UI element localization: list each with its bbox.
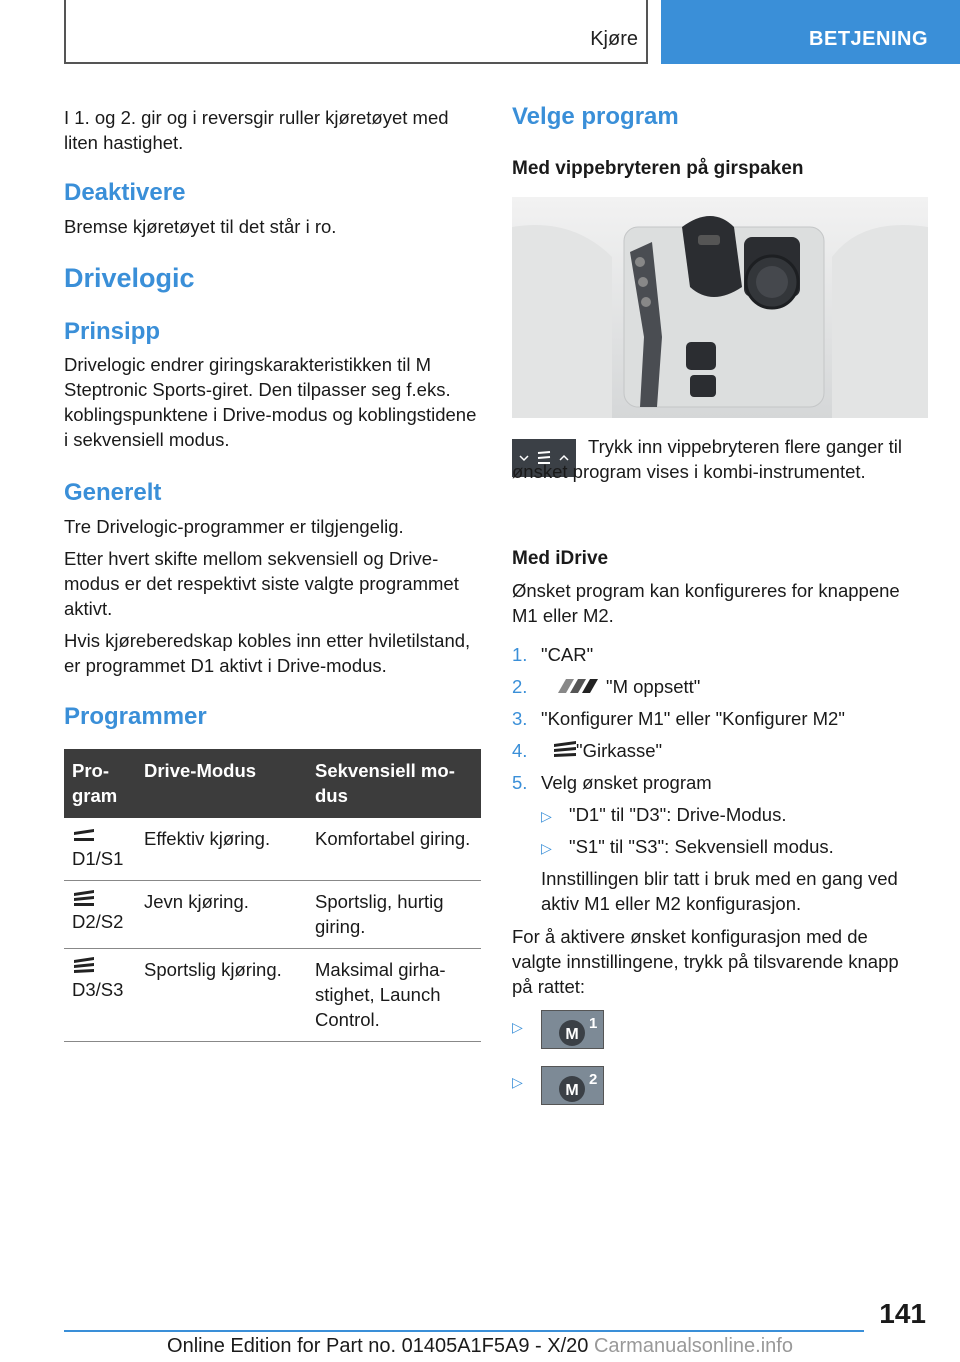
step-number: 1. — [512, 644, 528, 665]
table-row — [64, 949, 481, 1042]
table-row — [64, 818, 481, 881]
step-text: Velg ønsket program — [541, 772, 712, 793]
step-text: "CAR" — [541, 644, 594, 665]
heading-generelt: Generelt — [64, 479, 162, 506]
generelt-p3: Hvis kjøreberedskap kobles inn etter hviletilstand, er programmet D1 aktivt i Drive-modus. — [64, 630, 471, 676]
header-chapter-tab — [661, 0, 960, 64]
step-text: "Girkasse" — [576, 740, 663, 761]
program-cell — [64, 818, 136, 881]
generelt-p1: Tre Drivelogic-programmer er tilgjengelig. — [64, 516, 404, 537]
program-cell — [64, 949, 136, 1042]
idrive-text: Ønsket program kan konfigureres for knappene M1 eller M2. — [512, 580, 900, 626]
m2-label: M — [565, 1082, 579, 1099]
drivelogic-3-icon — [72, 957, 96, 975]
sekv-cell: Maksimal girhastighet, Launch Control. — [307, 949, 481, 1042]
program-label: D1/S1 — [72, 848, 124, 869]
sub-step-2 — [541, 834, 834, 861]
step-text: "M oppsett" — [606, 676, 701, 697]
step-4 — [512, 738, 663, 763]
program-cell — [64, 881, 136, 949]
programs-table — [64, 749, 481, 1042]
header-section: Kjøre — [590, 28, 638, 50]
subheading-idrive: Med iDrive — [512, 548, 609, 569]
step-number: 4. — [512, 740, 528, 761]
console-illustration — [512, 197, 928, 418]
heading-drivelogic: Drivelogic — [64, 263, 195, 293]
header-left-frame — [64, 0, 648, 64]
step-5 — [512, 770, 712, 795]
footer-text — [0, 1335, 960, 1358]
gearbox-icon — [552, 741, 578, 759]
drive-cell: Effektiv kjøring. — [136, 818, 307, 881]
table-header-drive: Drive-Modus — [136, 749, 307, 818]
drive-cell: Jevn kjøring. — [136, 881, 307, 949]
triangle-bullet-icon: ▷ — [512, 1019, 523, 1035]
m1-button-icon — [541, 1010, 604, 1049]
step-number: 5. — [512, 772, 528, 793]
gear-lever-photo — [512, 197, 928, 418]
prinsipp-text: Drivelogic endrer giringskarakteristikken til M Steptronic Sports-giret. Den tilpasser seg f.eks. koblingspunktene i Drive-modus og koblingstidene i sekvensiell modus. — [64, 354, 477, 450]
step-3 — [512, 706, 845, 731]
sekv-cell: Sportslig, hurtig giring. — [307, 881, 481, 949]
footer-edition: Online Edition for Part no. 01405A1F5A9 - X/20 — [167, 1335, 589, 1357]
deaktivere-text: Bremse kjøretøyet til det står i ro. — [64, 216, 337, 237]
generelt-p2: Etter hvert skifte mellom sekvensiell og Drive-modus er det respektivt siste valgte programmet aktivt. — [64, 548, 459, 619]
intro-text: I 1. og 2. gir og i reversgir ruller kjøretøyet med liten hastighet. — [64, 107, 449, 153]
after-steps-text: Innstillingen blir tatt i bruk med en gang ved aktiv M1 eller M2 konfigurasjon. — [541, 868, 898, 914]
m2-sup: 2 — [589, 1071, 598, 1088]
footer-rule — [64, 1330, 864, 1332]
sub-step-1 — [541, 802, 787, 829]
m1-item — [512, 1013, 523, 1040]
m1-label: M — [565, 1026, 579, 1043]
step-1 — [512, 642, 594, 667]
table-header-program: Program — [64, 749, 136, 818]
triangle-bullet-icon: ▷ — [541, 808, 552, 824]
table-row — [64, 881, 481, 949]
heading-prinsipp: Prinsipp — [64, 318, 161, 345]
subheading-vippebryter: Med vippebryteren på girspaken — [512, 158, 804, 179]
heading-programmer: Programmer — [64, 703, 207, 730]
program-label: D2/S2 — [72, 911, 124, 932]
page-number: 141 — [879, 1298, 926, 1329]
m1-sup: 1 — [589, 1015, 598, 1032]
drivelogic-1-icon — [72, 826, 96, 844]
heading-velge-program: Velge program — [512, 103, 679, 130]
sekv-cell: Komfortabel giring. — [307, 818, 481, 881]
program-label: D3/S3 — [72, 979, 124, 1000]
sub-step-text: "D1" til "D3": Drive-Modus. — [569, 804, 787, 825]
step-number: 2. — [512, 676, 528, 697]
m-stripes-icon — [552, 679, 608, 693]
sub-step-text: "S1" til "S3": Sekvensiell modus. — [569, 836, 834, 857]
activate-text: For å aktivere ønsket konfigurasjon med de valgte innstillingene, trykk på tilsvarende knapp på rattet: — [512, 926, 899, 997]
drive-cell: Sportslig kjøring. — [136, 949, 307, 1042]
step-2 — [512, 674, 701, 699]
step-number: 3. — [512, 708, 528, 729]
heading-deaktivere: Deaktivere — [64, 179, 186, 206]
table-header-row — [64, 749, 481, 818]
triangle-bullet-icon: ▷ — [512, 1074, 523, 1090]
header-chapter: BETJENING — [809, 28, 928, 50]
m2-item — [512, 1068, 523, 1095]
triangle-bullet-icon: ▷ — [541, 840, 552, 856]
switch-text: Trykk inn vippebryteren flere ganger til ønsket program vises i kombi-instrumentet. — [512, 436, 902, 482]
footer-watermark: Carmanualsonline.info — [593, 1335, 793, 1357]
drivelogic-2-icon — [72, 889, 96, 907]
table-header-sekvensiell: Sekvensiell modus — [307, 749, 481, 818]
m2-button-icon — [541, 1066, 604, 1105]
step-text: "Konfigurer M1" eller "Konfigurer M2" — [541, 708, 845, 729]
